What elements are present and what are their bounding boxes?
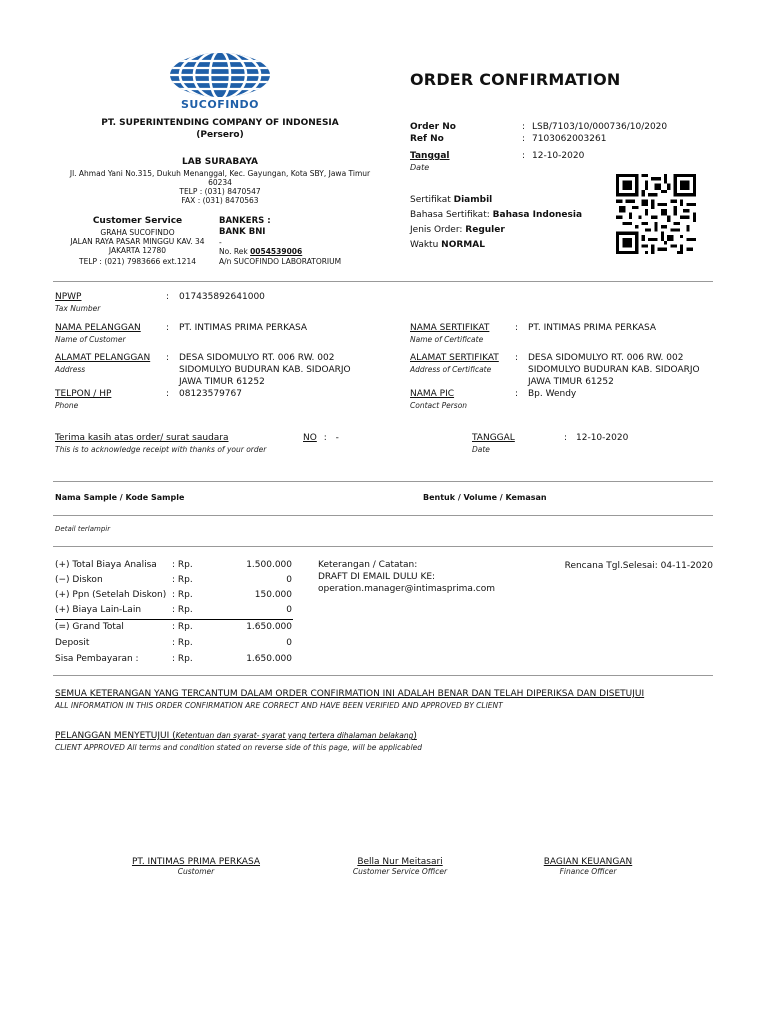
tanggal-label: Tanggal <box>410 151 450 161</box>
ack-tanggal-label: TANGGAL <box>472 433 515 443</box>
alamat-sertifikat-colon: : <box>515 353 519 363</box>
sucofindo-logo <box>168 52 272 110</box>
company-fax: FAX : (031) 8470563 <box>181 196 259 205</box>
company-name-2: (Persero) <box>196 130 244 140</box>
cost-rp: : Rp. <box>172 654 193 664</box>
page-title: ORDER CONFIRMATION <box>410 70 621 89</box>
sertifikat-value: Diambil <box>453 195 493 205</box>
nama-sertifikat-value: PT. INTIMAS PRIMA PERKASA <box>528 323 657 333</box>
signature-role: Customer <box>177 867 215 876</box>
signature-role: Customer Service Officer <box>352 867 448 876</box>
waktu-value: NORMAL <box>441 240 485 250</box>
agree-terms: Ketentuan dan syarat- syarat yang tertera dihalaman belakang <box>175 731 414 740</box>
logo-text: SUCOFINDO <box>180 98 260 111</box>
nama-pelanggan-label: NAMA PELANGGAN <box>55 323 141 333</box>
jenis-label: Jenis Order: <box>410 225 463 235</box>
cost-label: (−) Diskon <box>55 575 103 585</box>
divider <box>53 515 713 516</box>
cost-rp: : Rp. <box>172 590 193 600</box>
ref-no-label: Ref No <box>410 134 444 144</box>
customer-service-title: Customer Service <box>92 216 183 226</box>
divider <box>53 481 713 482</box>
company-postcode: 60234 <box>208 178 232 187</box>
statement-main: SEMUA KETERANGAN YANG TERCANTUM DALAM ORDER CONFIRMATION INI ADALAH BENAR DAN TELAH DIPERIKSA DAN DISETUJUI <box>55 689 645 699</box>
ack-sub: This is to acknowledge receipt with thanks of your order <box>55 445 267 454</box>
cost-value: 150.000 <box>254 590 292 600</box>
cost-value: 1.650.000 <box>246 622 292 632</box>
tanggal-value: 12-10-2020 <box>532 151 585 161</box>
bank-account <box>219 247 302 256</box>
sertifikat-label: Sertifikat <box>410 195 451 205</box>
agree-sub: CLIENT APPROVED All terms and condition stated on reverse side of this page, will be applicabled <box>55 743 423 752</box>
bank-account-label: No. Rek <box>219 247 248 256</box>
alamat-pelanggan-colon: : <box>166 353 170 363</box>
waktu-row <box>410 240 485 250</box>
nama-sertifikat-sub: Name of Certificate <box>410 335 484 344</box>
cost-label: (+) Total Biaya Analisa <box>55 560 157 570</box>
cost-rp: : Rp. <box>172 622 193 632</box>
nama-sertifikat-colon: : <box>515 323 519 333</box>
tanggal-sub: Date <box>410 163 430 172</box>
alamat-sertifikat-label: ALAMAT SERTIFIKAT <box>410 353 499 363</box>
ack-no <box>303 433 339 443</box>
npwp-colon: : <box>166 292 170 302</box>
signature-role: Finance Officer <box>559 867 617 876</box>
jenis-value: Reguler <box>465 225 505 235</box>
order-no-value: LSB/7103/10/000736/10/2020 <box>532 122 668 132</box>
cost-value: 0 <box>286 575 292 585</box>
signature-customer <box>116 857 276 876</box>
company-telp: TELP : (031) 8470547 <box>179 187 261 196</box>
total-divider <box>55 619 293 620</box>
bankers-title: BANKERS : <box>219 216 271 226</box>
cost-rp: : Rp. <box>172 575 193 585</box>
ref-no-colon: : <box>522 134 526 144</box>
alamat-sertifikat-line-2: SIDOMULYO BUDURAN KAB. SIDOARJO <box>528 365 700 375</box>
cs-line-1: GRAHA SUCOFINDO <box>100 228 175 237</box>
waktu-label: Waktu <box>410 240 439 250</box>
divider <box>53 675 713 676</box>
ack-tanggal-colon: : <box>564 433 568 443</box>
bank-name: BANK BNI <box>219 227 266 237</box>
cost-value: 0 <box>286 638 292 648</box>
alamat-pelanggan-line-1: DESA SIDOMULYO RT. 006 RW. 002 <box>179 353 335 363</box>
cost-rp: : Rp. <box>172 638 193 648</box>
sertifikat-row <box>410 195 492 205</box>
cost-label: (=) Grand Total <box>55 622 124 632</box>
cost-label: Sisa Pembayaran : <box>55 654 139 664</box>
nama-pelanggan-colon: : <box>166 323 170 333</box>
company-address: Jl. Ahmad Yani No.315, Dukuh Menanggal, Kec. Gayungan, Kota SBY, Jawa Timur <box>69 169 371 178</box>
telpon-colon: : <box>166 389 170 399</box>
order-no-colon: : <box>522 122 526 132</box>
nama-sertifikat-label: NAMA SERTIFIKAT <box>410 323 490 333</box>
jenis-row <box>410 225 505 235</box>
ack-tanggal-value: 12-10-2020 <box>576 433 629 443</box>
nama-pic-colon: : <box>515 389 519 399</box>
cost-label: (+) Ppn (Setelah Diskon) <box>55 590 167 600</box>
bank-dash: - <box>219 238 222 247</box>
cost-value: 0 <box>286 605 292 615</box>
alamat-pelanggan-line-3: JAWA TIMUR 61252 <box>179 377 265 387</box>
alamat-pelanggan-label: ALAMAT PELANGGAN <box>55 353 151 363</box>
ack-text: Terima kasih atas order/ surat saudara <box>55 433 229 443</box>
signature-name: Bella Nur Meitasari <box>357 857 443 867</box>
signature-name: PT. INTIMAS PRIMA PERKASA <box>131 857 261 867</box>
bank-account-number: 0054539006 <box>250 247 303 256</box>
bahasa-value: Bahasa Indonesia <box>492 210 583 220</box>
cs-line-2: JALAN RAYA PASAR MINGGU KAV. 34 <box>70 237 205 246</box>
ack-no-label: NO <box>303 433 317 443</box>
cs-line-4: TELP : (021) 7983666 ext.1214 <box>79 257 196 266</box>
signature-cs <box>320 857 480 876</box>
notes-line-2: operation.manager@intimasprima.com <box>318 584 496 594</box>
cost-rp: : Rp. <box>172 605 193 615</box>
alamat-sertifikat-sub: Address of Certificate <box>410 365 492 374</box>
ack-tanggal-sub: Date <box>472 445 490 454</box>
sample-col-form: Bentuk / Volume / Kemasan <box>423 493 547 502</box>
npwp-value: 017435892641000 <box>179 292 265 302</box>
npwp-sub: Tax Number <box>55 304 101 313</box>
bahasa-label: Bahasa Sertifikat: <box>410 210 490 220</box>
ack-no-value: - <box>335 433 339 443</box>
agree-close: ) <box>413 731 417 741</box>
bahasa-row <box>410 210 582 220</box>
nama-pic-sub: Contact Person <box>410 401 468 410</box>
npwp-label: NPWP <box>55 292 82 302</box>
agree-line <box>55 731 417 741</box>
nama-pic-value: Bp. Wendy <box>528 389 577 399</box>
ack-no-colon: : <box>323 433 327 443</box>
cost-label: Deposit <box>55 638 90 648</box>
lab-name: LAB SURABAYA <box>182 157 258 167</box>
cost-value: 1.650.000 <box>246 654 292 664</box>
alamat-pelanggan-line-2: SIDOMULYO BUDURAN KAB. SIDOARJO <box>179 365 351 375</box>
signature-finance <box>508 857 668 876</box>
globe-icon <box>168 52 272 98</box>
qr-code-icon <box>616 174 696 258</box>
company-name: PT. SUPERINTENDING COMPANY OF INDONESIA <box>101 118 339 128</box>
order-no-label: Order No <box>410 122 456 132</box>
alamat-pelanggan-sub: Address <box>55 365 86 374</box>
divider <box>53 281 713 282</box>
tanggal-colon: : <box>522 151 526 161</box>
ref-no-value: 7103062003261 <box>532 134 607 144</box>
cost-rp: : Rp. <box>172 560 193 570</box>
sample-col-name: Nama Sample / Kode Sample <box>55 493 185 502</box>
sample-detail: Detail terlampir <box>55 525 111 533</box>
agree-label: PELANGGAN MENYETUJUI ( <box>55 731 176 741</box>
notes-label: Keterangan / Catatan: <box>318 560 418 570</box>
nama-pelanggan-value: PT. INTIMAS PRIMA PERKASA <box>179 323 308 333</box>
divider <box>53 546 713 547</box>
telpon-sub: Phone <box>55 401 79 410</box>
nama-pelanggan-sub: Name of Customer <box>55 335 126 344</box>
bank-account-holder: A/n SUCOFINDO LABORATORIUM <box>219 257 342 266</box>
cs-line-3: JAKARTA 12780 <box>108 246 167 255</box>
statement-sub: ALL INFORMATION IN THIS ORDER CONFIRMATION ARE CORRECT AND HAVE BEEN VERIFIED AND APPROVED BY CLIENT <box>55 701 503 710</box>
telpon-value: 08123579767 <box>179 389 242 399</box>
cost-label: (+) Biaya Lain-Lain <box>55 605 142 615</box>
nama-pic-label: NAMA PIC <box>410 389 455 399</box>
telpon-label: TELPON / HP <box>55 389 112 399</box>
alamat-sertifikat-line-3: JAWA TIMUR 61252 <box>528 377 614 387</box>
alamat-sertifikat-line-1: DESA SIDOMULYO RT. 006 RW. 002 <box>528 353 684 363</box>
rencana-selesai: Rencana Tgl.Selesai: 04-11-2020 <box>564 561 713 571</box>
cost-value: 1.500.000 <box>246 560 292 570</box>
notes-line-1: DRAFT DI EMAIL DULU KE: <box>318 572 436 582</box>
signature-name: BAGIAN KEUANGAN <box>543 857 633 867</box>
